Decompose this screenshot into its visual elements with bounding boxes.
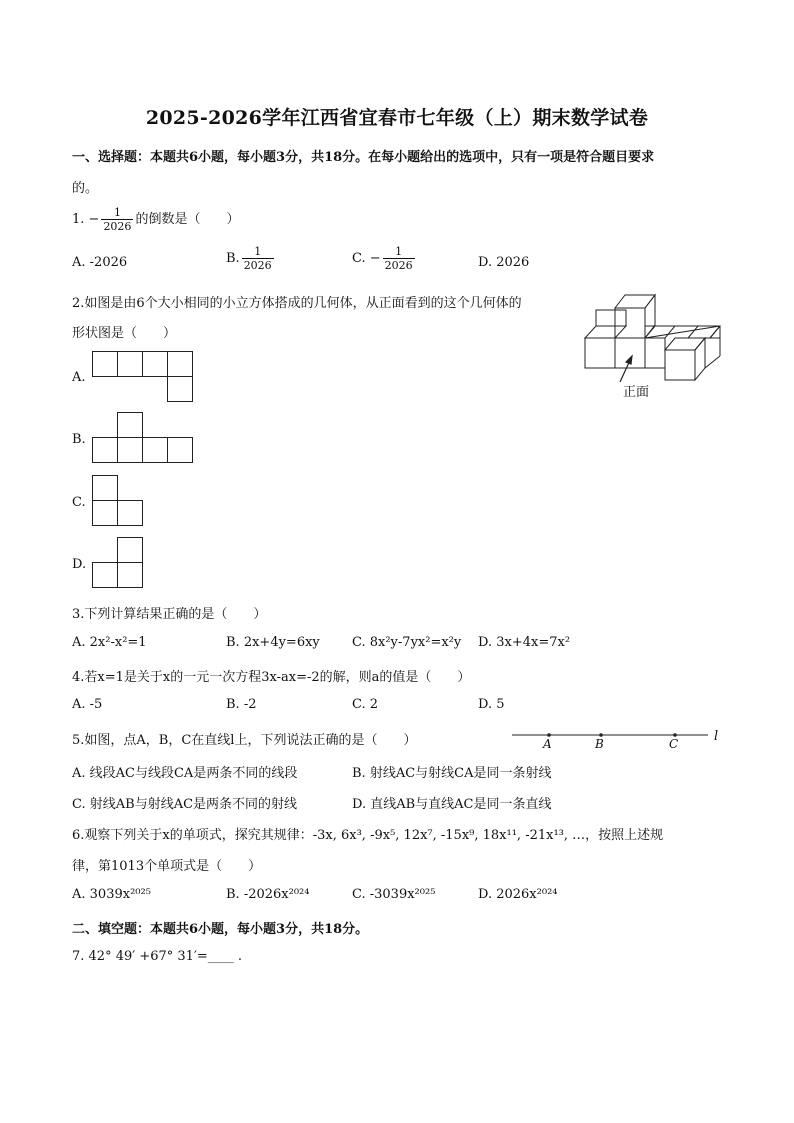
q3-option-c[interactable]: C. 8x²y-7yx²=x²y — [352, 635, 462, 650]
section1-heading-line1: 一、选择题：本题共6小题，每小题3分，共18分。在每小题给出的选项中，只有一项是符合题目要求 — [72, 150, 655, 165]
q1-b-fraction — [242, 245, 274, 272]
q4-option-c[interactable]: C. 2 — [352, 697, 379, 712]
q2-stem-line1: 2.如图是由6个大小相同的小立方体搭成的几何体，从正面看到的这个几何体的 — [72, 296, 522, 311]
q5-line-label: l — [714, 729, 719, 744]
q1-c-label: C. − — [352, 251, 381, 266]
q1-fraction — [101, 206, 133, 233]
q1-suffix: 的倒数是（ ） — [135, 212, 240, 227]
q3-stem: 3.下列计算结果正确的是（ ） — [72, 607, 267, 622]
q2-option-a[interactable]: A. — [72, 370, 86, 385]
q1-prefix: 1. − — [72, 212, 100, 227]
q3-option-a[interactable]: A. 2x²-x²=1 — [72, 635, 147, 650]
q1-option-b[interactable] — [226, 245, 276, 272]
q1-c-den: 2026 — [384, 259, 413, 272]
q1-frac-num: 1 — [101, 206, 133, 220]
q1-c-fraction — [383, 245, 415, 272]
q5-stem: 5.如图，点A，B，C在直线l上，下列说法正确的是（ ） — [72, 733, 417, 748]
q6-stem-line2: 律，第1013个单项式是（ ） — [72, 859, 262, 874]
q7-stem: 7. 42° 49′ +67° 31′=____ . — [72, 949, 243, 964]
q5-point-a-label: A — [543, 737, 552, 751]
q1-option-d[interactable]: D. 2026 — [478, 255, 530, 270]
q2-option-c[interactable]: C. — [72, 495, 86, 510]
q2-option-d-figure[interactable] — [92, 537, 144, 589]
q1-frac-den: 2026 — [103, 220, 132, 233]
q1-option-a[interactable]: A. -2026 — [72, 255, 128, 270]
q1-option-c[interactable] — [352, 245, 417, 272]
q5-point-b-label: B — [595, 737, 604, 751]
q5-option-d[interactable]: D. 直线AB与直线AC是同一条直线 — [352, 797, 552, 812]
q3-option-b[interactable]: B. 2x+4y=6xy — [226, 635, 320, 650]
q5-option-b[interactable]: B. 射线AC与射线CA是同一条射线 — [352, 766, 552, 781]
q5-option-c[interactable]: C. 射线AB与射线AC是两条不同的射线 — [72, 797, 298, 812]
q2-option-a-figure[interactable] — [92, 351, 194, 403]
q6-option-a[interactable]: A. 3039x²⁰²⁵ — [72, 887, 151, 902]
q1-b-den: 2026 — [243, 259, 272, 272]
q2-stem-line2: 形状图是（ ） — [72, 326, 177, 341]
q4-stem: 4.若x=1是关于x的一元一次方程3x-ax=-2的解，则a的值是（ ） — [72, 670, 471, 685]
q4-option-d[interactable]: D. 5 — [478, 697, 505, 712]
question-1-stem — [72, 206, 239, 233]
q4-option-b[interactable]: B. -2 — [226, 697, 257, 712]
q6-option-d[interactable]: D. 2026x²⁰²⁴ — [478, 887, 558, 902]
page-title: 2025-2026学年江西省宜春市七年级（上）期末数学试卷 — [145, 107, 649, 129]
q1-c-num: 1 — [383, 245, 415, 259]
section1-heading-line2: 的。 — [72, 181, 99, 196]
q4-option-a[interactable]: A. -5 — [72, 697, 103, 712]
q2-option-b[interactable]: B. — [72, 432, 86, 447]
q6-option-c[interactable]: C. -3039x²⁰²⁵ — [352, 887, 436, 902]
q2-option-b-figure[interactable] — [92, 412, 194, 464]
q2-option-d[interactable]: D. — [72, 557, 87, 572]
q1-b-num: 1 — [242, 245, 274, 259]
q2-cube-figure — [580, 290, 730, 405]
q2-option-c-figure[interactable] — [92, 475, 144, 527]
q1-b-label: B. — [226, 251, 240, 266]
q6-option-b[interactable]: B. -2026x²⁰²⁴ — [226, 887, 310, 902]
q3-option-d[interactable]: D. 3x+4x=7x² — [478, 635, 571, 650]
section2-heading: 二、填空题：本题共6小题，每小题3分，共18分。 — [72, 922, 369, 937]
q5-option-a[interactable]: A. 线段AC与线段CA是两条不同的线段 — [72, 766, 298, 781]
q5-point-c-label: C — [669, 737, 679, 751]
q6-stem-line1: 6.观察下列关于x的单项式，探究其规律：-3x, 6x³, -9x⁵, 12x⁷, -15x⁹, 18x¹¹, -21x¹³, …，按照上述规 — [72, 828, 664, 843]
q2-figure-label: 正面 — [623, 385, 650, 400]
